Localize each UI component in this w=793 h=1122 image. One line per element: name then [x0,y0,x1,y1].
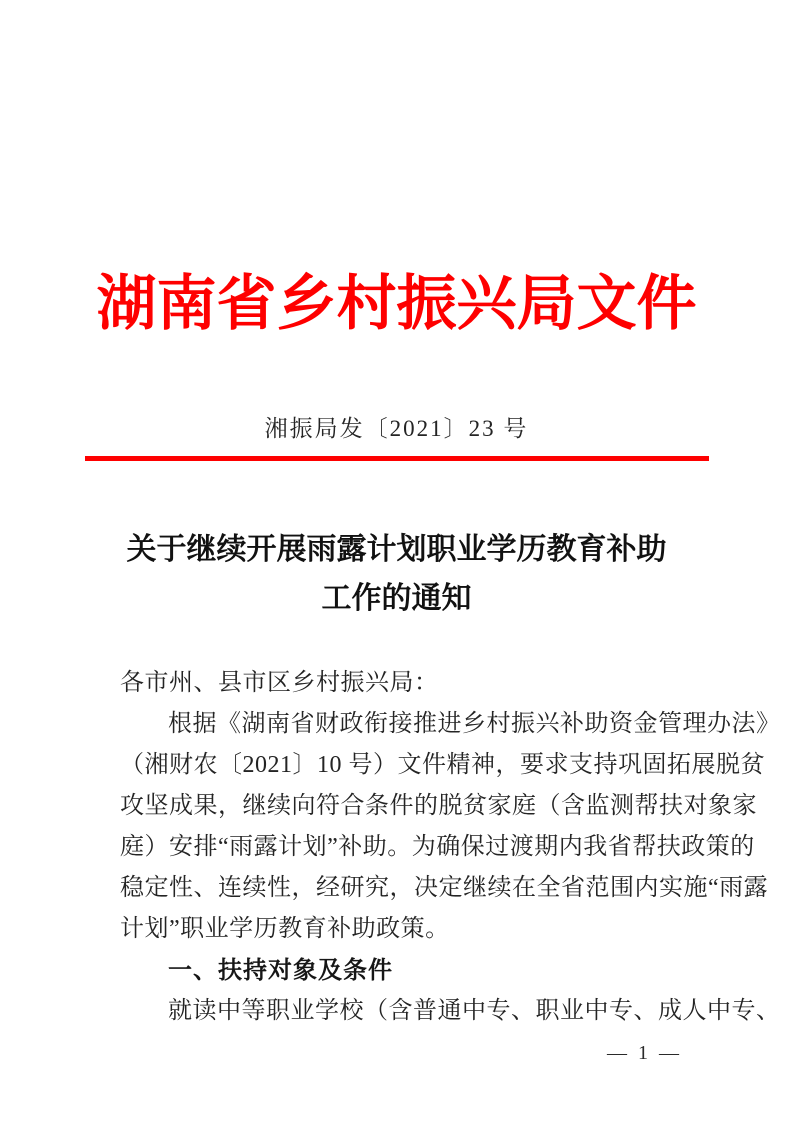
section-heading: 一、扶持对象及条件 [168,957,393,984]
document-title-line1: 关于继续开展雨露计划职业学历教育补助 [126,533,667,566]
body-line: 根据《湖南省财政衔接推进乡村振兴补助资金管理办法》 [168,711,781,737]
body-line: 就读中等职业学校（含普通中专、职业中专、成人中专、 [168,998,781,1024]
body-line: （湘财农〔2021〕10 号）文件精神，要求支持巩固拓展脱贫 [120,752,765,778]
body-line: 计划”职业学历教育补助政策。 [120,916,450,942]
body-line: 庭）安排“雨露计划”补助。为确保过渡期内我省帮扶政策的 [120,834,755,860]
body-line: 稳定性、连续性，经研究，决定继续在全省范围内实施“雨露 [120,875,769,901]
document-title [0,525,793,623]
agency-header-title: 湖南省乡村振兴局文件 [96,271,697,337]
document-body [0,663,781,1032]
red-divider-line [85,456,709,461]
body-line: 攻坚成果，继续向符合条件的脱贫家庭（含监测帮扶对象家 [120,793,757,819]
body-line: 各市州、县市区乡村振兴局： [120,670,439,696]
document-number: 湘振局发〔2021〕23 号 [264,416,529,441]
document-title-line2: 工作的通知 [321,582,472,615]
page-number: — 1 — [607,1042,682,1064]
